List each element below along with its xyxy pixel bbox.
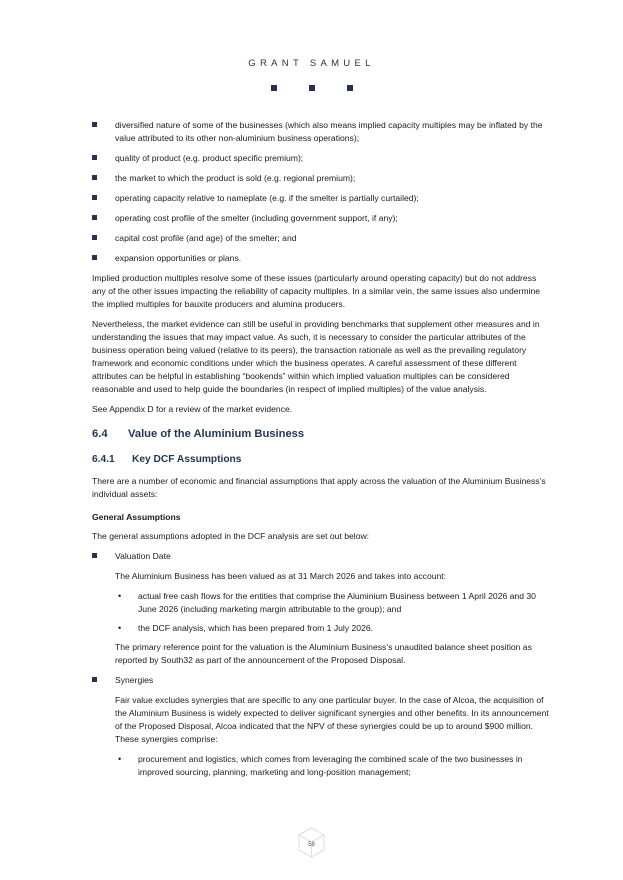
sub-list-item: • actual free cash flows for the entities that comprise the Aluminium Business between 1 April 2026 and 30 June 2026 (including marketing margin attributable to the group); and (118, 591, 536, 614)
list-item (92, 550, 550, 563)
square-bullet-icon (92, 175, 97, 180)
paragraph: The Aluminium Business has been valued as at 31 March 2026 and takes into account: (115, 571, 447, 581)
square-bullet-icon (92, 215, 97, 220)
list-item: diversified nature of some of the businesses (which also means implied capacity multiples may be inflated by the value attributed to its other non-aluminium business operations); (92, 119, 550, 145)
square-bullet-icon (92, 155, 97, 160)
dot-bullet-icon: • (118, 623, 122, 633)
subsection-heading (92, 453, 550, 466)
page-number: 58 (308, 842, 315, 848)
page-header (0, 58, 623, 91)
general-assumptions-heading: General Assumptions (92, 512, 181, 522)
sub-list-item: • the DCF analysis, which has been prepared from 1 July 2026. (118, 623, 374, 633)
square-bullet-icon (92, 553, 97, 558)
square-bullet-icon (92, 235, 97, 240)
company-logo: GRANT SAMUEL (248, 58, 375, 69)
synergies-label: Synergies (115, 675, 154, 685)
square-bullet-icon (92, 677, 97, 682)
header-decoration (0, 85, 623, 91)
paragraph: There are a number of economic and financial assumptions that apply across the valuation of the Aluminium Business’s individual assets: (92, 476, 546, 499)
list-item: quality of product (e.g. product specific premium); (92, 152, 550, 165)
square-icon (309, 85, 315, 91)
list-item: operating cost profile of the smelter (including government support, if any); (92, 212, 550, 225)
sub-list-item: • procurement and logistics, which comes from leveraging the combined scale of the two businesses in improved sourcing, planning, marketing and long-position management; (118, 754, 523, 777)
paragraph: See Appendix D for a review of the market evidence. (92, 404, 293, 414)
section-title: Value of the Aluminium Business (128, 428, 305, 440)
subsection-number: 6.4.1 (92, 454, 115, 465)
subsection-title: Key DCF Assumptions (132, 454, 242, 465)
paragraph: The general assumptions adopted in the DCF analysis are set out below: (92, 531, 370, 541)
square-bullet-icon (92, 255, 97, 260)
page-content (92, 119, 550, 785)
list-item (92, 674, 550, 687)
square-bullet-icon (92, 195, 97, 200)
square-bullet-icon (92, 122, 97, 127)
list-item: operating capacity relative to nameplate (e.g. if the smelter is partially curtailed); (92, 192, 550, 205)
list-item: expansion opportunities or plans. (92, 252, 550, 265)
valuation-date-label: Valuation Date (115, 551, 171, 561)
dot-bullet-icon: • (118, 754, 122, 764)
square-icon (271, 85, 277, 91)
square-icon (347, 85, 353, 91)
dot-bullet-icon: • (118, 591, 122, 601)
paragraph: Fair value excludes synergies that are specific to any one particular buyer. In the case of Alcoa, the acquisition of the Aluminium Business is widely expected to deliver significant synergies and other benefits. In its announcement of the Proposed Disposal, Alcoa indicated that the NPV of these synergies could be up to around $900 million. These synergies comprise: (115, 695, 549, 744)
list-item: capital cost profile (and age) of the smelter; and (92, 232, 550, 245)
list-item: the market to which the product is sold (e.g. regional premium); (92, 172, 550, 185)
paragraph: The primary reference point for the valuation is the Aluminium Business’s unaudited balance sheet position as reported by South32 as part of the announcement of the Proposed Disposal. (115, 642, 532, 665)
paragraph: Nevertheless, the market evidence can still be useful in providing benchmarks that supplement other measures and in understanding the issues that may impact value. As such, it is necessary to consider the particular attributes of the business operation being valued (relative to its peers), the transaction rationale as well as the prevailing regulatory framework and economic conditions under which the business operates. A careful assessment of these different attributes can be helpful in establishing “bookends” within which implied valuation multiples can be considered reasonable and used to help guide the boundaries (in respect of implied multiples) of the value analysis. (92, 319, 540, 394)
paragraph: Implied production multiples resolve some of these issues (particularly around operating capacity) but do not address any of the other issues impacting the reliability of capacity multiples. In a similar vein, the same issues also undermine the implied multiples for bauxite producers and alumina producers. (92, 273, 541, 309)
section-heading (92, 428, 550, 441)
synergies-block (92, 694, 550, 779)
valuation-date-block (92, 570, 550, 667)
section-number: 6.4 (92, 428, 108, 440)
